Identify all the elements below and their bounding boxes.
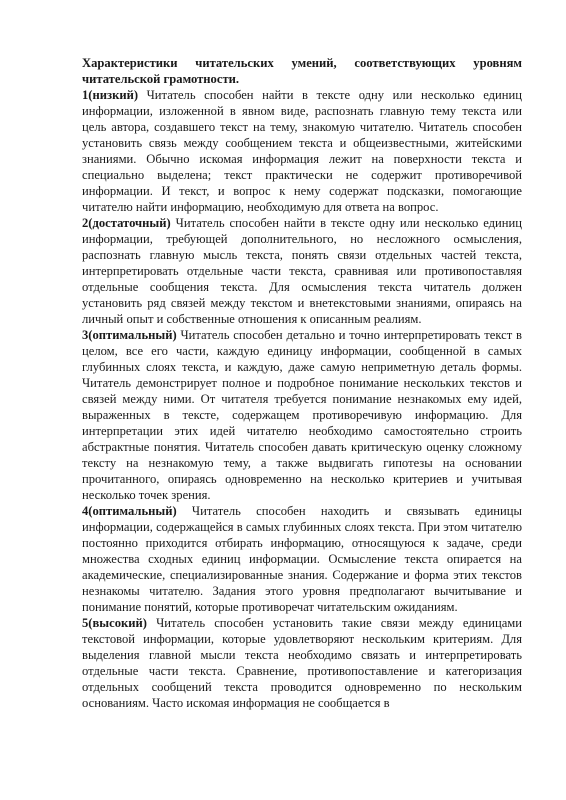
level-4-heading: 4(оптимальный) bbox=[82, 504, 177, 518]
level-5-heading: 5(высокий) bbox=[82, 616, 147, 630]
level-3-text: Читатель способен детально и точно интерпретировать текст в целом, все его части, каждую единицу информации, сообщенной в самых глубинных слоях текста, и каждую, даже самую неприметную деталь формы. Читатель демонстрирует полное и подробное понимание нескольких текстов и связей между ними. От читателя требуется понимание незнакомых ему идей, выраженных в тексте, содержащем противоречивую информацию. Для интерпретации этих идей читателю необходимо самостоятельно строить абстрактные понятия. Читатель способен давать критическую оценку сложному тексту на незнакомую тему, а также выдвигать гипотезы на основании прочитанного, опираясь одновременно на несколько критериев и учитывая несколько точек зрения. bbox=[82, 328, 522, 502]
document-title: Характеристики читательских умений, соответствующих уровням читательской грамотности. bbox=[82, 56, 522, 86]
level-1-paragraph bbox=[82, 87, 522, 215]
level-5-text: Читатель способен установить такие связи между единицами текстовой информации, которые удовлетворяют нескольким критериям. Для выделения главной мысли текста необходимо связать и интерпретировать отдельные части текста. Сравнение, противопоставление и категоризация отдельных сообщений текста проводится одновременно по нескольким основаниям. Часто искомая информация не сообщается в bbox=[82, 616, 522, 710]
level-1-text: Читатель способен найти в тексте одну или несколько единиц информации, изложенной в явном виде, распознать главную тему текста или цель автора, создавшего текст на тему, знакомую читателю. Читатель способен установить связь между сообщением текста и общеизвестными, житейскими знаниями. Обычно искомая информация лежит на поверхности текста и специально выделена; текст практически не содержит противоречивой информации. И текст, и вопрос к нему содержат подсказки, помогающие читателю найти информацию, необходимую для ответа на вопрос. bbox=[82, 88, 522, 214]
document-page bbox=[82, 55, 522, 711]
level-3-paragraph bbox=[82, 327, 522, 503]
level-1-heading: 1(низкий) bbox=[82, 88, 139, 102]
level-2-paragraph bbox=[82, 215, 522, 327]
level-4-paragraph bbox=[82, 503, 522, 615]
level-2-text: Читатель способен найти в тексте одну или несколько единиц информации, требующей дополнительного, но несложного осмысления, распознать главную мысль текста, понять связи отдельных частей текста, интерпретировать отдельные части текста, сравнивая или противопоставляя отдельные сообщения текста. Для осмысления текста читатель должен установить ряд связей между текстом и внетекстовыми знаниями, опираясь на личный опыт и собственные отношения к описанным реалиям. bbox=[82, 216, 522, 326]
level-3-heading: 3(оптимальный) bbox=[82, 328, 177, 342]
level-2-heading: 2(достаточный) bbox=[82, 216, 171, 230]
level-4-text: Читатель способен находить и связывать единицы информации, содержащейся в самых глубинных слоях текста. При этом читателю постоянно приходится отбирать информацию, относящуюся к задаче, среди множества сходных единиц информации. Осмысление текста опирается на академические, специализированные знания. Содержание и форма этих текстов незнакомы читателю. Задания этого уровня предполагают вычитывание и понимание понятий, которые противоречат читательским ожиданиям. bbox=[82, 504, 522, 614]
level-5-paragraph bbox=[82, 615, 522, 711]
